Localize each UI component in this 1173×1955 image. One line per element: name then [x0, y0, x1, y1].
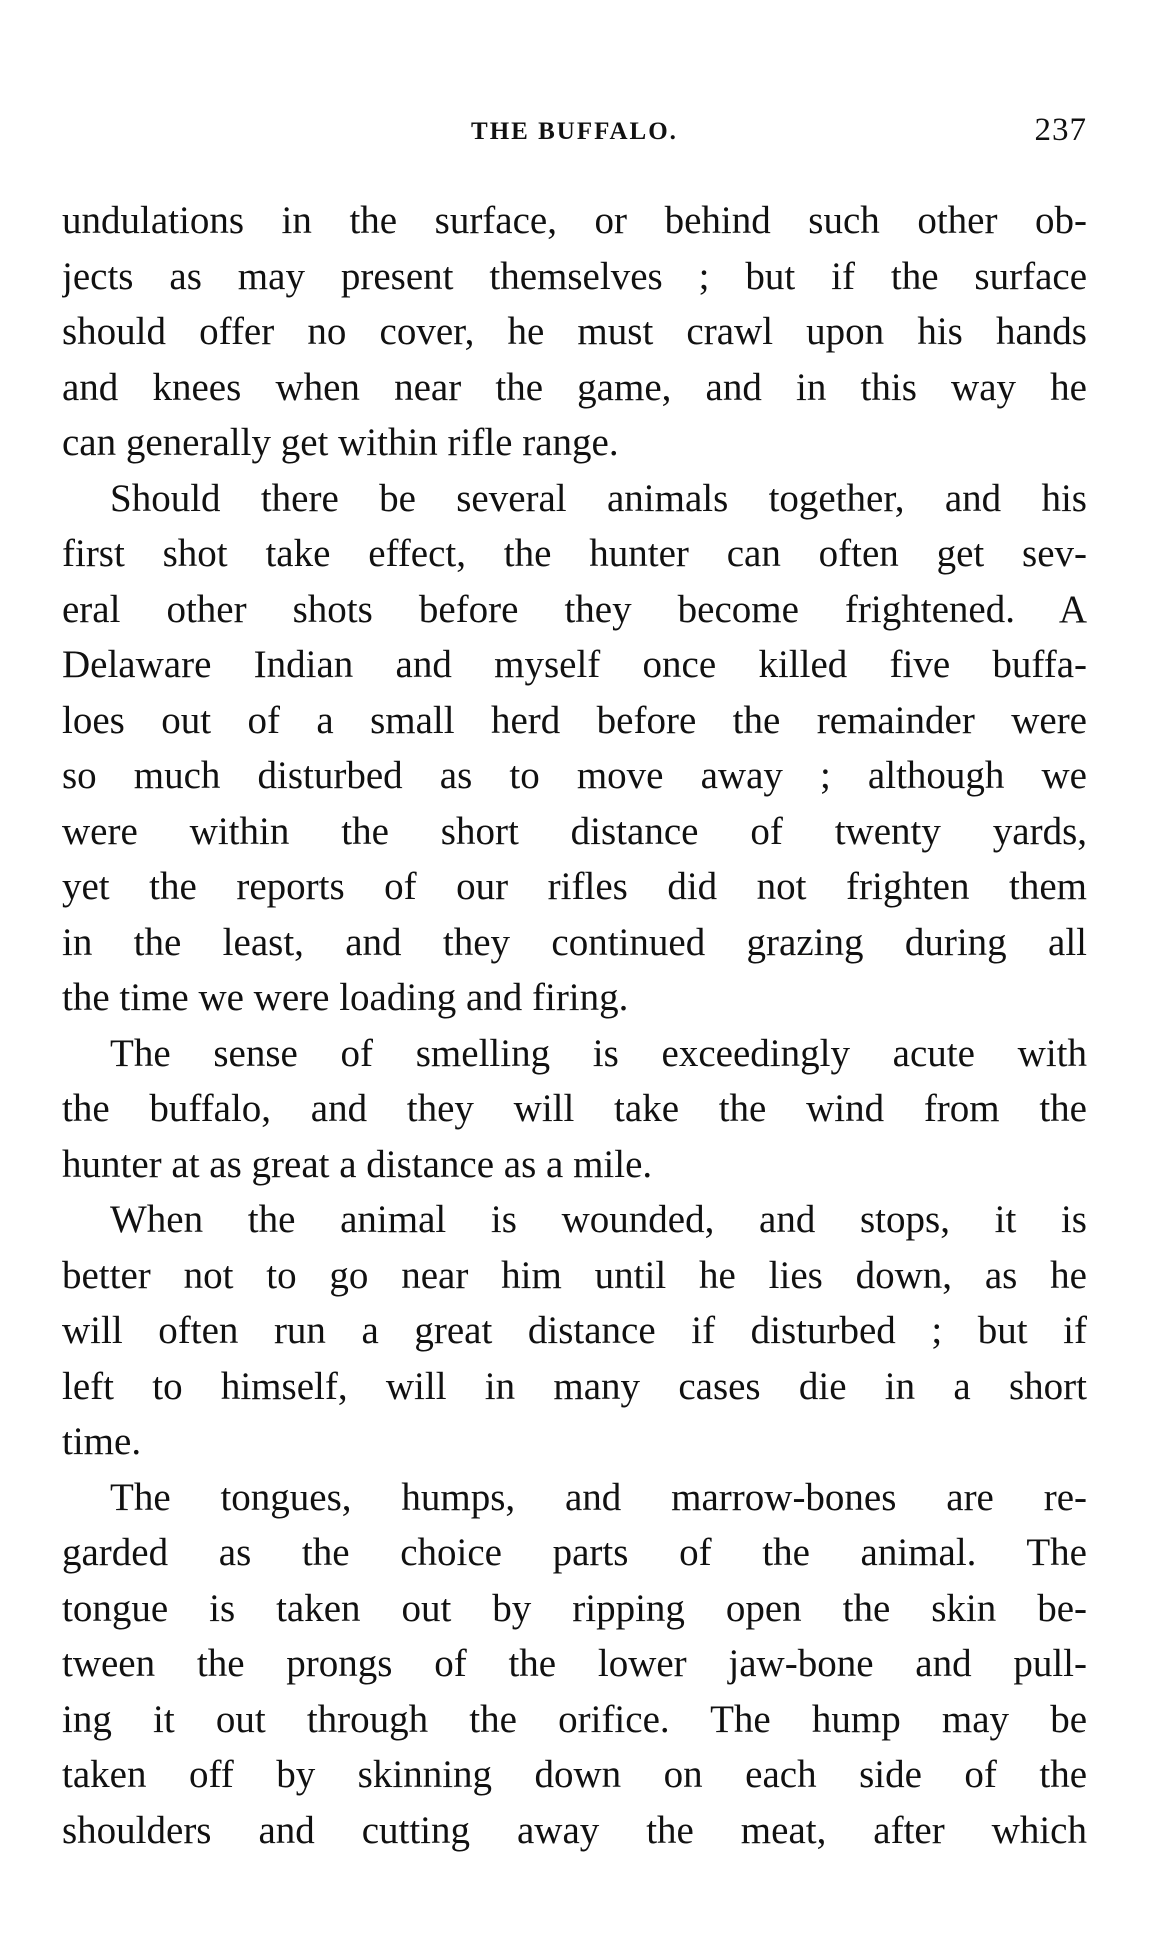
text-line: yet the reports of our rifles did not frighten them — [62, 865, 1087, 908]
text-line: can generally get within rifle range. — [62, 421, 619, 464]
text-line: shoulders and cutting away the meat, after which — [62, 1808, 1087, 1852]
text-line: left to himself, will in many cases die in a short — [62, 1364, 1087, 1408]
text-line: taken off by skinning down on each side of the — [62, 1753, 1087, 1796]
paragraph — [62, 471, 1087, 1026]
text-line: the buffalo, and they will take the wind from the — [62, 1087, 1087, 1130]
text-line: ing it out through the orifice. The hump may be — [62, 1697, 1087, 1741]
text-line: undulations in the surface, or behind such other ob- — [62, 199, 1087, 242]
text-line: were within the short distance of twenty yards, — [62, 809, 1087, 853]
page-number: 237 — [1034, 112, 1087, 148]
text-line: The sense of smelling is exceedingly acute with — [110, 1031, 1087, 1075]
text-line: the time we were loading and firing. — [62, 976, 629, 1019]
text-line: and knees when near the game, and in this way he — [62, 365, 1087, 409]
text-line: eral other shots before they become frightened. A — [62, 587, 1087, 631]
text-line: tongue is taken out by ripping open the skin be- — [62, 1586, 1087, 1630]
paragraph — [62, 1026, 1087, 1193]
body-text — [62, 193, 1087, 1858]
text-line: The tongues, humps, and marrow-bones are re- — [110, 1475, 1087, 1519]
text-line: Should there be several animals together, and his — [110, 476, 1087, 520]
text-line: tween the prongs of the lower jaw-bone and pull- — [62, 1642, 1087, 1685]
text-line: in the least, and they continued grazing during all — [62, 920, 1087, 964]
text-line: first shot take effect, the hunter can often get sev- — [62, 532, 1087, 575]
running-title: THE BUFFALO. — [471, 118, 678, 145]
text-line: will often run a great distance if disturbed ; but if — [62, 1309, 1087, 1352]
paragraph — [62, 193, 1087, 471]
paragraph — [62, 1192, 1087, 1470]
paragraph — [62, 1470, 1087, 1859]
running-head — [62, 112, 1087, 158]
text-line: hunter at as great a distance as a mile. — [62, 1142, 653, 1186]
text-line: time. — [62, 1420, 142, 1463]
text-line: When the animal is wounded, and stops, it is — [110, 1198, 1087, 1241]
text-line: should offer no cover, he must crawl upon his hands — [62, 310, 1087, 353]
text-line: better not to go near him until he lies down, as he — [62, 1253, 1087, 1297]
text-line: jects as may present themselves ; but if the surface — [62, 254, 1087, 298]
text-line: Delaware Indian and myself once killed five buffa- — [62, 643, 1087, 686]
text-line: loes out of a small herd before the remainder were — [62, 698, 1087, 742]
text-line: so much disturbed as to move away ; although we — [62, 754, 1087, 797]
text-line: garded as the choice parts of the animal. The — [62, 1531, 1087, 1574]
